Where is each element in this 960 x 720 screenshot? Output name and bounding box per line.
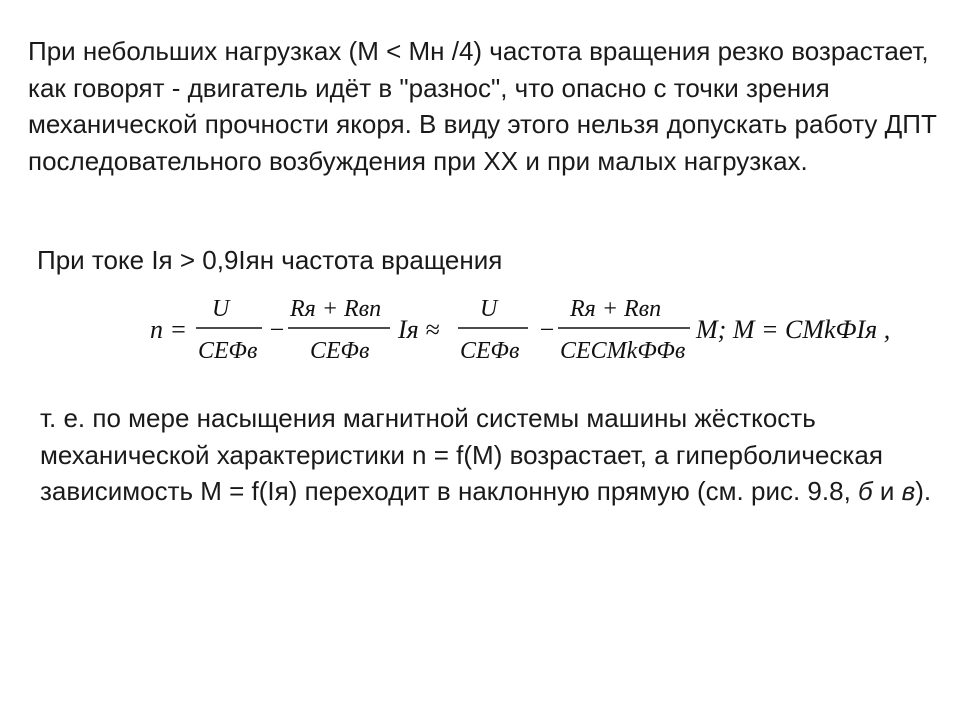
formula-ia-approx: Iя ≈ xyxy=(398,315,440,344)
formula-tail: M; M = CMkФIя , xyxy=(696,315,891,344)
formula-frac2-den: CEΦв xyxy=(310,338,370,364)
paragraph3-fig-v: в xyxy=(901,476,916,506)
formula-frac4-den: CECMkФΦв xyxy=(560,338,686,364)
formula-minus1: − xyxy=(268,315,286,344)
formula-minus2: − xyxy=(538,315,556,344)
formula-frac3-den: CEΦв xyxy=(460,338,520,364)
paragraph-current-condition: При токе Iя > 0,9Iян частота вращения xyxy=(37,245,503,275)
formula-n-eq: n = xyxy=(150,315,188,344)
paragraph3-text: т. е. по мере насыщения магнитной системы машины жёсткость механической характеристики n = f(M) возрастает, а гиперболическая зависимость M = f(Iя) переходит в наклонную прямую (см. рис. 9.8, xyxy=(40,403,883,506)
paragraph3-fig-b: б xyxy=(858,476,873,506)
paragraph3-and: и xyxy=(872,476,902,506)
paragraph-overload-warning: При небольших нагрузках (М < Мн /4) частота вращения резко возрастает, как говорят - двигатель идёт в "разнос", что опасно с точки зрения механической прочности якоря. В виду этого нельзя допускать работу ДПТ последовательного возбуждения при ХХ и при малых нагрузках. xyxy=(28,36,937,176)
formula-frac1-num: U xyxy=(212,296,230,322)
formula-frac2-num: Rя + Rвп xyxy=(290,296,382,322)
speed-formula xyxy=(150,288,930,378)
paragraph3-end: ). xyxy=(915,476,932,506)
paragraph-saturation xyxy=(40,400,940,510)
formula-frac1-den: CEΦв xyxy=(198,338,258,364)
formula-frac4-num: Rя + Rвп xyxy=(570,296,662,322)
formula-frac3-num: U xyxy=(480,296,498,322)
